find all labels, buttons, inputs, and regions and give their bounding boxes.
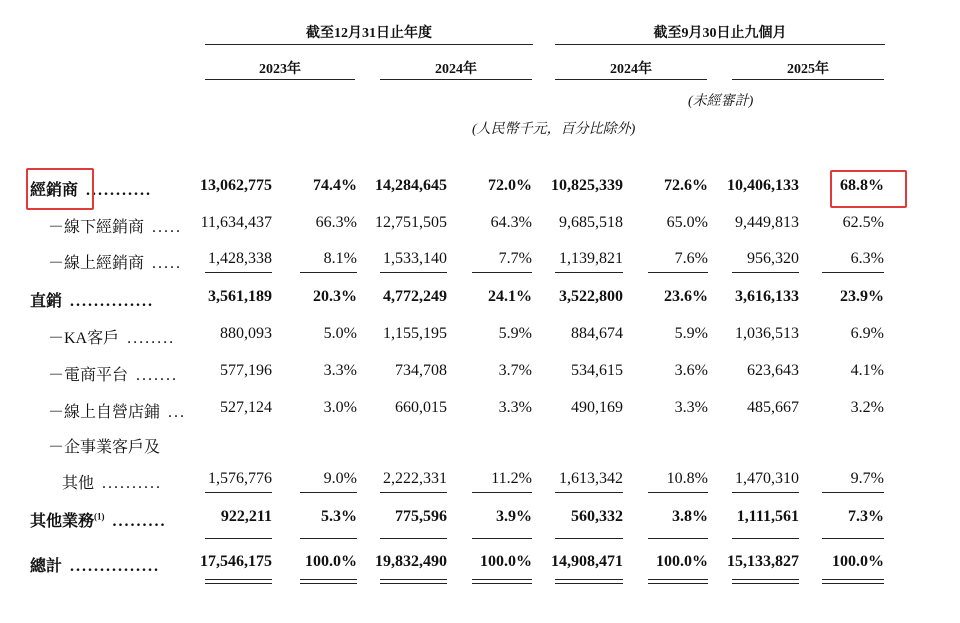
subtotal-rule — [472, 492, 532, 493]
leader-dots: .............. — [70, 293, 155, 310]
pre-total-rule — [205, 538, 272, 539]
amount-cell: 2,222,331 — [383, 470, 447, 487]
pre-total-rule — [380, 538, 447, 539]
subtotal-rule — [380, 492, 447, 493]
percentage-cell: 5.9% — [498, 325, 532, 342]
percentage-cell: 3.7% — [498, 362, 532, 379]
percentage-cell: 65.0% — [666, 214, 708, 231]
subtotal-rule — [380, 272, 447, 273]
percentage-cell: 24.1% — [488, 288, 532, 305]
amount-cell: 3,522,800 — [559, 288, 623, 305]
percentage-cell: 66.3% — [315, 214, 357, 231]
unaudited-note: (未經審計) — [688, 94, 754, 109]
row-label-text: －企事業客戶及 — [48, 439, 161, 456]
group-header-annual: 截至12月31日止年度 — [306, 26, 432, 41]
year-header-2024-annual: 2024年 — [435, 62, 477, 77]
total-double-rule — [380, 583, 447, 584]
percentage-cell: 62.5% — [842, 214, 884, 231]
row-label-text: －線上經銷商 — [48, 255, 145, 272]
amount-cell: 15,133,827 — [727, 553, 799, 570]
pre-total-rule — [648, 538, 708, 539]
amount-cell: 490,169 — [571, 399, 623, 416]
percentage-cell: 100.0% — [832, 553, 884, 570]
amount-cell: 560,332 — [571, 508, 623, 525]
amount-cell: 19,832,490 — [375, 553, 447, 570]
amount-cell: 1,428,338 — [208, 250, 272, 267]
amount-cell: 12,751,505 — [375, 214, 447, 231]
amount-cell: 534,615 — [571, 362, 623, 379]
group-header-nine-months-rule — [555, 44, 885, 45]
percentage-cell: 5.3% — [321, 508, 357, 525]
percentage-cell: 7.3% — [848, 508, 884, 525]
percentage-cell: 5.9% — [674, 325, 708, 342]
percentage-cell: 6.9% — [850, 325, 884, 342]
row-label-text: 經銷商 — [30, 182, 79, 199]
amount-cell: 734,708 — [395, 362, 447, 379]
percentage-cell: 3.0% — [323, 399, 357, 416]
amount-cell: 527,124 — [220, 399, 272, 416]
pre-total-rule — [555, 538, 623, 539]
percentage-cell: 4.1% — [850, 362, 884, 379]
percentage-cell: 3.9% — [496, 508, 532, 525]
total-double-rule — [380, 579, 447, 580]
amount-cell: 485,667 — [747, 399, 799, 416]
total-double-rule — [300, 579, 357, 580]
subtotal-rule — [555, 492, 623, 493]
leader-dots: ........... — [86, 182, 153, 199]
total-double-rule — [300, 583, 357, 584]
total-double-rule — [205, 583, 272, 584]
percentage-cell: 23.9% — [840, 288, 884, 305]
amount-cell: 10,406,133 — [727, 177, 799, 194]
row-label — [48, 325, 175, 348]
unit-note: (人民幣千元，百分比除外) — [472, 122, 636, 137]
amount-cell: 1,613,342 — [559, 470, 623, 487]
leader-dots: ... — [168, 404, 187, 421]
amount-cell: 14,908,471 — [551, 553, 623, 570]
amount-cell: 623,643 — [747, 362, 799, 379]
row-label — [48, 399, 186, 422]
total-double-rule — [822, 579, 884, 580]
subtotal-rule — [648, 492, 708, 493]
percentage-cell: 10.8% — [666, 470, 708, 487]
percentage-cell: 3.3% — [498, 399, 532, 416]
group-header-annual-rule — [205, 44, 533, 45]
subtotal-rule — [555, 272, 623, 273]
total-double-rule — [648, 583, 708, 584]
row-label-text: 其他業務 — [30, 513, 95, 530]
percentage-cell: 68.8% — [840, 177, 884, 194]
row-label — [30, 508, 167, 531]
percentage-cell: 72.0% — [488, 177, 532, 194]
amount-cell: 1,576,776 — [208, 470, 272, 487]
percentage-cell: 100.0% — [480, 553, 532, 570]
amount-cell: 1,155,195 — [383, 325, 447, 342]
leader-dots: ............... — [70, 558, 161, 575]
percentage-cell: 20.3% — [313, 288, 357, 305]
amount-cell: 880,093 — [220, 325, 272, 342]
year-header-2024-nine-months: 2024年 — [610, 62, 652, 77]
amount-cell: 660,015 — [395, 399, 447, 416]
percentage-cell: 9.7% — [850, 470, 884, 487]
pre-total-rule — [732, 538, 799, 539]
group-header-nine-months: 截至9月30日止九個月 — [653, 26, 787, 41]
row-label — [48, 434, 160, 457]
amount-cell: 775,596 — [395, 508, 447, 525]
total-double-rule — [555, 583, 623, 584]
subtotal-rule — [300, 492, 357, 493]
amount-cell: 1,533,140 — [383, 250, 447, 267]
percentage-cell: 3.3% — [674, 399, 708, 416]
amount-cell: 4,772,249 — [383, 288, 447, 305]
percentage-cell: 100.0% — [305, 553, 357, 570]
amount-cell: 14,284,645 — [375, 177, 447, 194]
total-double-rule — [205, 579, 272, 580]
row-label-text: －電商平台 — [48, 367, 129, 384]
row-label-text: 其他 — [62, 475, 95, 492]
row-label-text: －線上自營店鋪 — [48, 404, 161, 421]
percentage-cell: 7.6% — [674, 250, 708, 267]
row-label — [48, 214, 182, 237]
total-double-rule — [555, 579, 623, 580]
year-header-2025: 2025年 — [787, 62, 829, 77]
percentage-cell: 9.0% — [323, 470, 357, 487]
year-rule-4 — [732, 79, 884, 80]
pre-total-rule — [822, 538, 884, 539]
total-double-rule — [648, 579, 708, 580]
year-rule-1 — [205, 79, 355, 80]
row-label-text: 總計 — [30, 558, 63, 575]
percentage-cell: 3.3% — [323, 362, 357, 379]
subtotal-rule — [205, 492, 272, 493]
row-label — [62, 470, 162, 493]
total-double-rule — [732, 583, 799, 584]
amount-cell: 956,320 — [747, 250, 799, 267]
subtotal-rule — [300, 272, 357, 273]
percentage-cell: 3.8% — [672, 508, 708, 525]
amount-cell: 884,674 — [571, 325, 623, 342]
pre-total-rule — [472, 538, 532, 539]
percentage-cell: 64.3% — [490, 214, 532, 231]
leader-dots: .......... — [102, 475, 163, 492]
amount-cell: 10,825,339 — [551, 177, 623, 194]
year-header-2023: 2023年 — [259, 62, 301, 77]
percentage-cell: 74.4% — [313, 177, 357, 194]
subtotal-rule — [822, 492, 884, 493]
subtotal-rule — [472, 272, 532, 273]
row-label — [48, 250, 182, 273]
subtotal-rule — [732, 492, 799, 493]
amount-cell: 13,062,775 — [200, 177, 272, 194]
percentage-cell: 100.0% — [656, 553, 708, 570]
total-double-rule — [472, 579, 532, 580]
year-rule-2 — [380, 79, 532, 80]
subtotal-rule — [205, 272, 272, 273]
footnote-marker: (1) — [94, 511, 105, 522]
percentage-cell: 23.6% — [664, 288, 708, 305]
amount-cell: 1,036,513 — [735, 325, 799, 342]
amount-cell: 3,616,133 — [735, 288, 799, 305]
leader-dots: ......... — [112, 513, 167, 530]
amount-cell: 1,470,310 — [735, 470, 799, 487]
total-double-rule — [472, 583, 532, 584]
total-double-rule — [732, 579, 799, 580]
row-label-text: 直銷 — [30, 293, 63, 310]
subtotal-rule — [732, 272, 799, 273]
percentage-cell: 11.2% — [491, 470, 532, 487]
leader-dots: ..... — [152, 255, 183, 272]
leader-dots: ........ — [127, 330, 176, 347]
amount-cell: 1,111,561 — [736, 508, 799, 525]
percentage-cell: 3.6% — [674, 362, 708, 379]
highlight-box-distributor-2025-pct — [830, 170, 907, 208]
leader-dots: ....... — [136, 367, 179, 384]
amount-cell: 1,139,821 — [559, 250, 623, 267]
percentage-cell: 7.7% — [498, 250, 532, 267]
amount-cell: 922,211 — [220, 508, 272, 525]
row-label — [30, 288, 154, 311]
total-double-rule — [822, 583, 884, 584]
percentage-cell: 8.1% — [323, 250, 357, 267]
amount-cell: 9,449,813 — [735, 214, 799, 231]
row-label-text: －線下經銷商 — [48, 219, 145, 236]
row-label — [48, 362, 178, 385]
amount-cell: 17,546,175 — [200, 553, 272, 570]
amount-cell: 577,196 — [220, 362, 272, 379]
amount-cell: 11,634,437 — [200, 214, 272, 231]
row-label — [30, 553, 160, 576]
amount-cell: 3,561,189 — [208, 288, 272, 305]
leader-dots: ..... — [152, 219, 183, 236]
percentage-cell: 5.0% — [323, 325, 357, 342]
amount-cell: 9,685,518 — [559, 214, 623, 231]
year-rule-3 — [555, 79, 707, 80]
percentage-cell: 6.3% — [850, 250, 884, 267]
subtotal-rule — [648, 272, 708, 273]
highlight-box-distributor-label — [26, 168, 94, 210]
subtotal-rule — [822, 272, 884, 273]
percentage-cell: 72.6% — [664, 177, 708, 194]
percentage-cell: 3.2% — [850, 399, 884, 416]
pre-total-rule — [300, 538, 357, 539]
row-label-text: －KA客戶 — [48, 330, 120, 347]
